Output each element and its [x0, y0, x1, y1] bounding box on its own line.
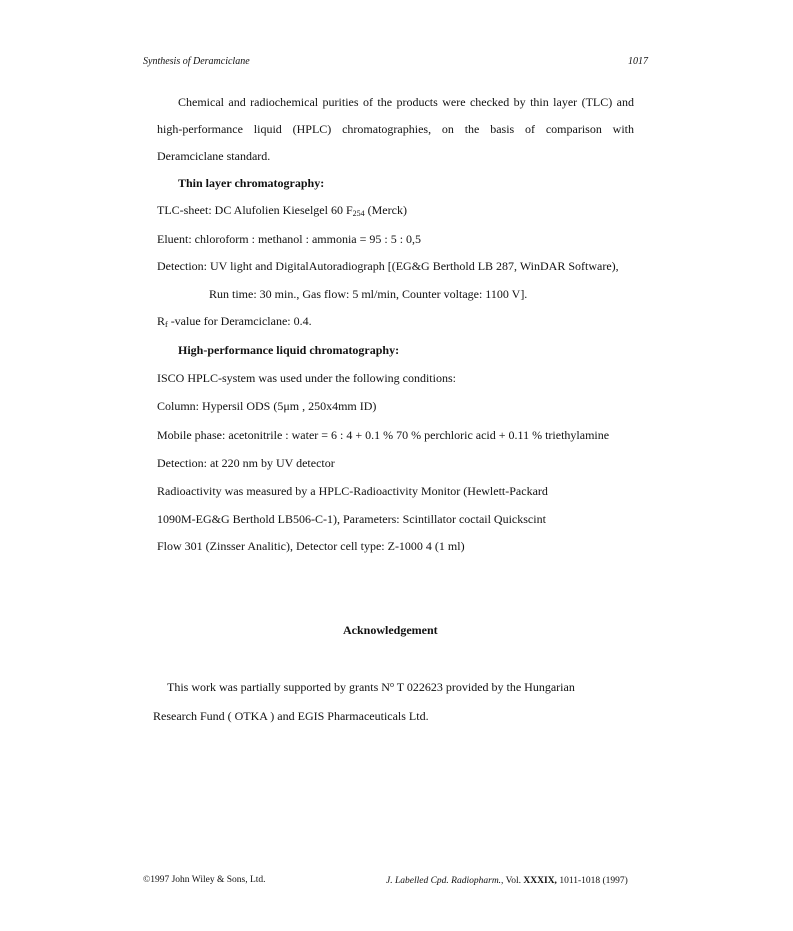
ack-line-1-post: T 022623 provided by the Hungarian — [393, 680, 575, 694]
tlc-detection: Detection: UV light and DigitalAutoradiograph [(EG&G Berthold LB 287, WinDAR Software), — [157, 259, 619, 273]
tlc-sheet-post: (Merck) — [364, 203, 407, 217]
page-range: 1011-1018 (1997) — [556, 876, 628, 886]
ack-heading: Acknowledgement — [343, 623, 438, 637]
ack-line-2: Research Fund ( OTKA ) and EGIS Pharmaceuticals Ltd. — [153, 709, 429, 723]
hplc-radio-line-1: Radioactivity was measured by a HPLC-Radioactivity Monitor (Hewlett-Packard — [157, 484, 548, 498]
running-title: Synthesis of Deramciclane — [143, 56, 250, 67]
tlc-run-conditions: Run time: 30 min., Gas flow: 5 ml/min, Counter voltage: 1100 V]. — [209, 287, 528, 301]
volume-number: XXXIX, — [523, 876, 557, 886]
intro-line-2: high-performance liquid (HPLC) chromatographies, on the basis of comparison with — [157, 122, 634, 136]
volume-label: Vol. — [503, 876, 524, 886]
journal-citation — [386, 876, 628, 886]
rf-symbol: R — [157, 314, 166, 328]
hplc-radio-line-3: Flow 301 (Zinsser Analitic), Detector cell type: Z-1000 4 (1 ml) — [157, 539, 465, 553]
tlc-sheet-text: TLC-sheet: DC Alufolien Kieselgel 60 F — [157, 203, 353, 217]
hplc-system: ISCO HPLC-system was used under the following conditions: — [157, 371, 456, 385]
tlc-sheet — [157, 203, 407, 218]
intro-line-1: Chemical and radiochemical purities of the products were checked by thin layer (TLC) and — [178, 95, 634, 109]
hplc-radio-line-2: 1090M-EG&G Berthold LB506-C-1), Parameters: Scintillator coctail Quickscint — [157, 512, 546, 526]
hplc-detection: Detection: at 220 nm by UV detector — [157, 456, 335, 470]
ack-line-1 — [167, 680, 575, 695]
rf-text: -value for Deramciclane: 0.4. — [167, 314, 312, 328]
rf-subscript: f — [165, 320, 168, 329]
copyright: ©1997 John Wiley & Sons, Ltd. — [143, 875, 266, 885]
journal-name: J. Labelled Cpd. Radiopharm., — [386, 876, 504, 886]
ack-line-1-text: This work was partially supported by grants N — [167, 680, 390, 694]
tlc-sheet-subscript: 254 — [352, 209, 365, 218]
intro-line-3: Deramciclane standard. — [157, 149, 271, 163]
tlc-rf-value — [157, 314, 312, 329]
hplc-heading: High-performance liquid chromatography: — [178, 343, 400, 357]
tlc-eluent: Eluent: chloroform : methanol : ammonia = 95 : 5 : 0,5 — [157, 232, 422, 246]
tlc-heading: Thin layer chromatography: — [178, 176, 325, 190]
page-number: 1017 — [628, 56, 648, 67]
hplc-mobile-phase: Mobile phase: acetonitrile : water = 6 : 4 + 0.1 % 70 % perchloric acid + 0.11 % triethylamine — [157, 428, 610, 442]
ack-superscript: o — [389, 680, 394, 689]
hplc-column: Column: Hypersil ODS (5μm , 250x4mm ID) — [157, 399, 377, 413]
